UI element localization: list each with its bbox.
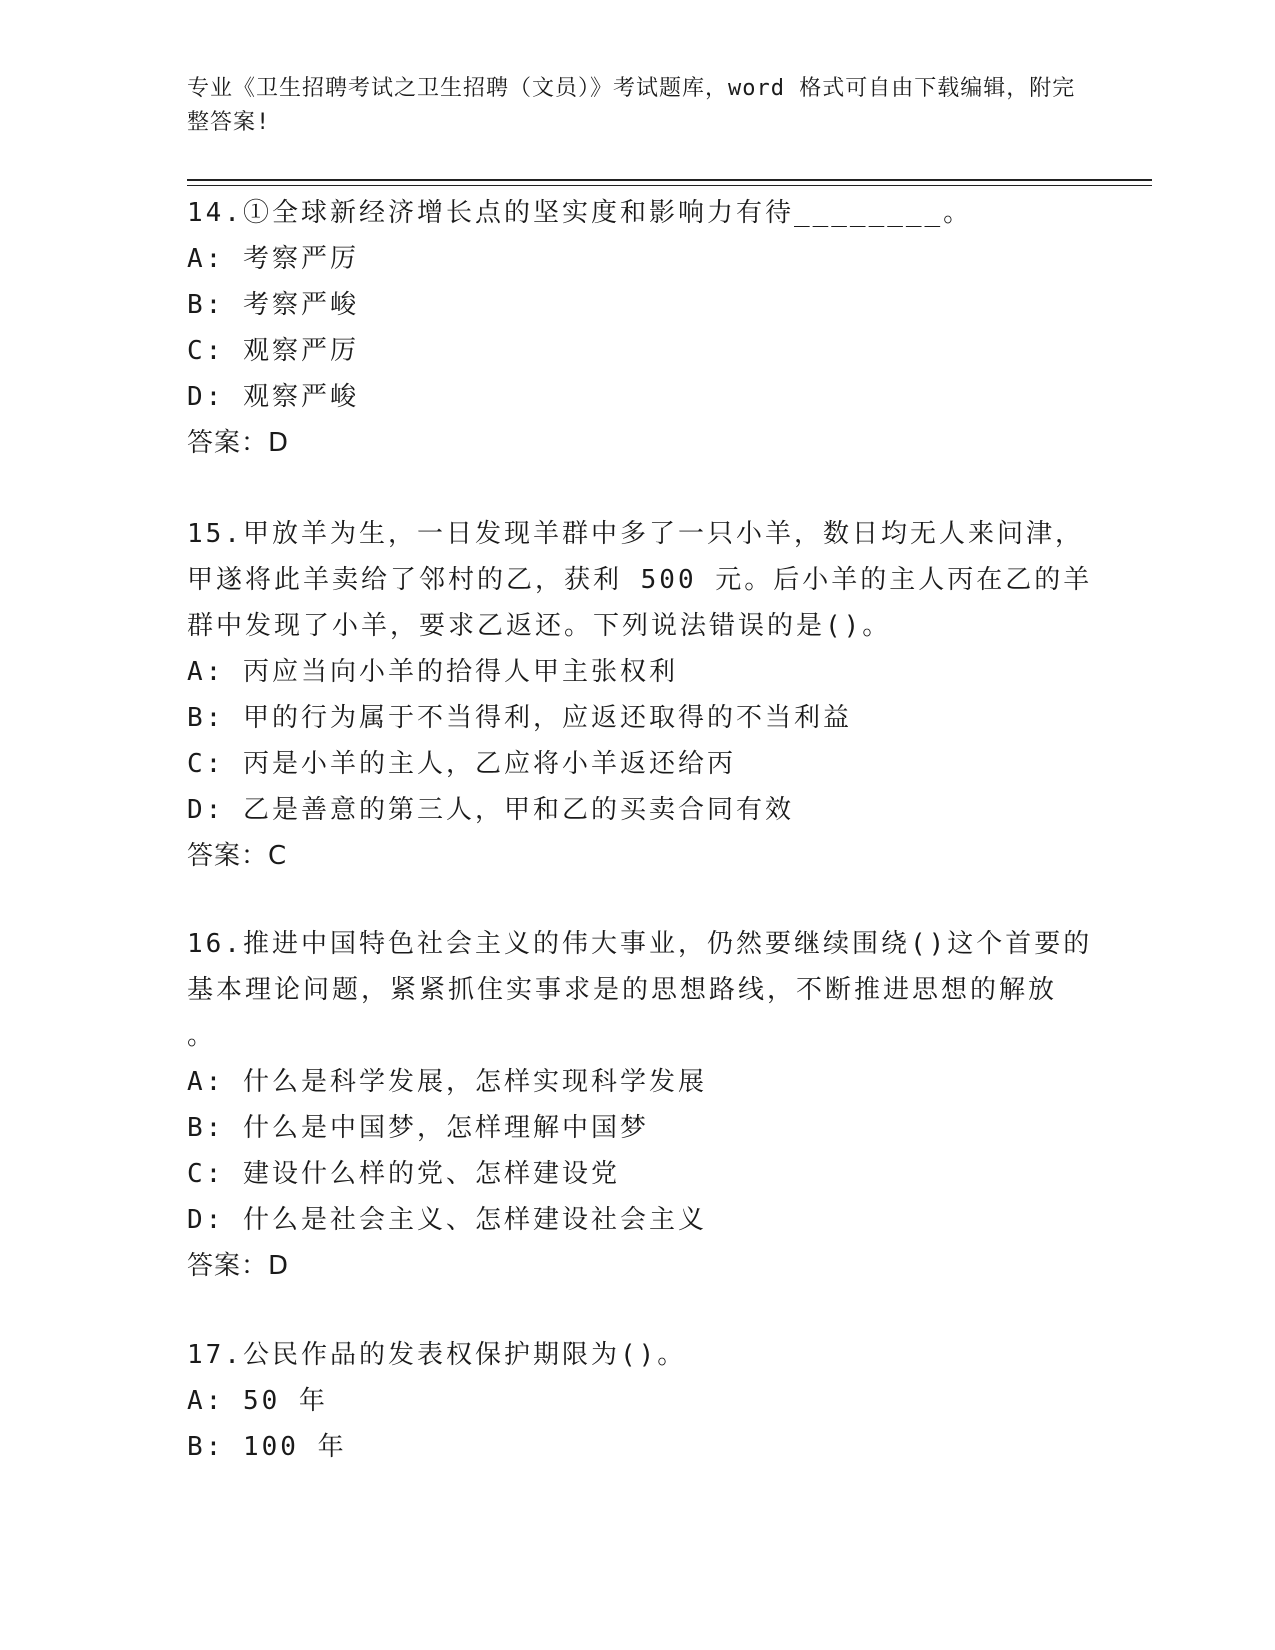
option-a: A: 丙应当向小羊的拾得人甲主张权利 [187, 657, 678, 687]
answer-line: 答案：D [187, 428, 290, 458]
question-stem-line: 基本理论问题，紧紧抓住实事求是的思想路线，不断推进思想的解放 [187, 975, 1058, 1005]
option-b: B: 考察严峻 [187, 290, 359, 320]
option-c: C: 建设什么样的党、怎样建设党 [187, 1159, 620, 1189]
question-stem-line: 14.①全球新经济增长点的坚实度和影响力有待________。 [187, 198, 973, 228]
page-header: 专业《卫生招聘考试之卫生招聘（文员）》考试题库，word 格式可自由下载编辑，附完整答案! [187, 76, 1076, 135]
header-divider-thin [187, 185, 1152, 186]
question-stem-line: 15.甲放羊为生，一日发现羊群中多了一只小羊，数日均无人来问津， [187, 519, 1084, 549]
question-stem-line: 甲遂将此羊卖给了邻村的乙，获利 500 元。后小羊的主人丙在乙的羊 [187, 565, 1093, 595]
question-15 [187, 511, 1093, 879]
option-a: A: 考察严厉 [187, 244, 359, 274]
question-16 [187, 921, 1093, 1289]
question-14 [187, 190, 1087, 466]
option-d: D: 观察严峻 [187, 382, 359, 412]
option-d: D: 什么是社会主义、怎样建设社会主义 [187, 1205, 707, 1235]
question-stem-line: 16.推进中国特色社会主义的伟大事业，仍然要继续围绕()这个首要的 [187, 929, 1093, 959]
option-b: B: 什么是中国梦，怎样理解中国梦 [187, 1113, 649, 1143]
question-stem-line: 群中发现了小羊，要求乙返还。下列说法错误的是()。 [187, 611, 892, 641]
option-c: C: 观察严厉 [187, 336, 359, 366]
answer-line: 答案：D [187, 1251, 290, 1281]
header-divider-thick [187, 179, 1152, 181]
question-17 [187, 1332, 1087, 1470]
option-d: D: 乙是善意的第三人，甲和乙的买卖合同有效 [187, 795, 794, 825]
option-a: A: 50 年 [187, 1386, 328, 1416]
option-b: B: 100 年 [187, 1432, 347, 1462]
option-c: C: 丙是小羊的主人，乙应将小羊返还给丙 [187, 749, 736, 779]
option-a: A: 什么是科学发展，怎样实现科学发展 [187, 1067, 707, 1097]
question-stem-line: 17.公民作品的发表权保护期限为()。 [187, 1340, 687, 1370]
answer-line: 答案：C [187, 841, 288, 871]
option-b: B: 甲的行为属于不当得利，应返还取得的不当利益 [187, 703, 852, 733]
question-stem-line: 。 [187, 1021, 217, 1051]
